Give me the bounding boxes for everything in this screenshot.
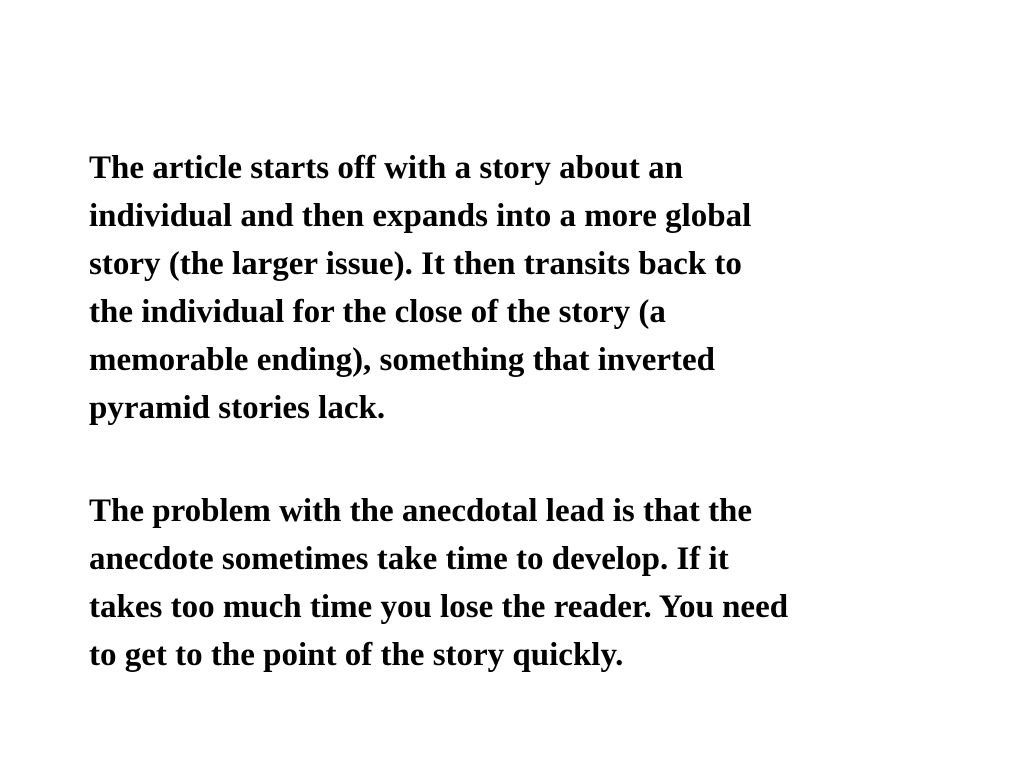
text-line: The problem with the anecdotal lead is that the (89, 493, 753, 529)
text-line: individual and then expands into a more global (89, 198, 752, 234)
paragraph-anecdotal-lead-problem (89, 487, 949, 679)
text-line: pyramid stories lack. (89, 390, 386, 426)
text-line: The article starts off with a story about an (89, 150, 683, 186)
text-line: takes too much time you lose the reader. You need (89, 589, 789, 625)
text-line: the individual for the close of the story (a (89, 294, 666, 330)
text-line: anecdote sometimes take time to develop. If it (89, 541, 729, 577)
text-line: memorable ending), something that inverted (89, 342, 716, 378)
text-line: story (the larger issue). It then transits back to (89, 246, 742, 282)
text-line: to get to the point of the story quickly. (89, 637, 624, 673)
paragraph-story-structure (89, 144, 949, 432)
